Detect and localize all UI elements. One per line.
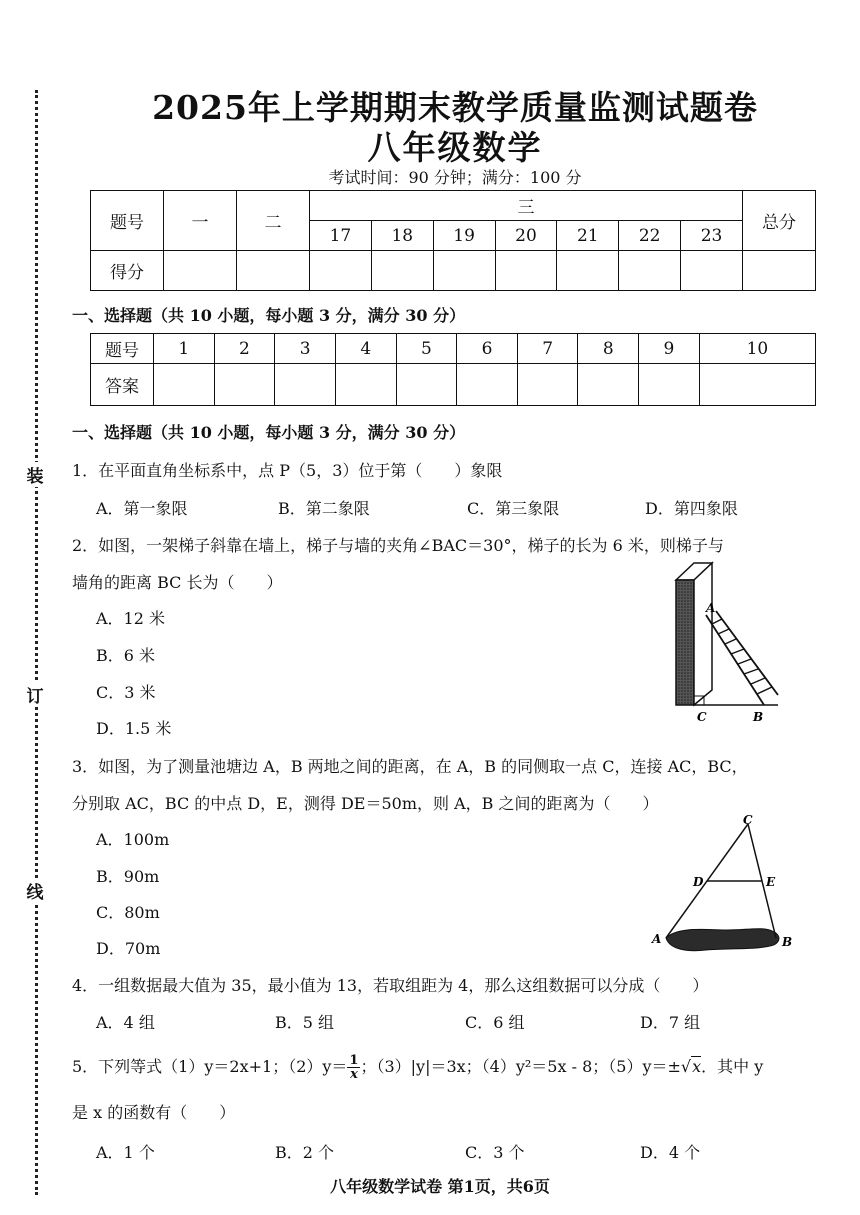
answer-num: 5 [396,334,457,364]
q5-text-part1: 5．下列等式（1）y＝2x+1；（2）y＝ [72,1057,348,1076]
answer-cell-empty [639,364,700,406]
score-subcol: 23 [681,221,743,251]
q2-option-a: A．12 米 [96,609,166,628]
q2-option-d: D．1.5 米 [96,719,172,738]
score-subcol: 19 [433,221,495,251]
ladder-wall-figure [660,555,790,725]
answer-table [90,333,816,406]
binding-char-zhuang: 装 [24,462,46,487]
score-cell-empty [164,251,237,291]
question-2-line1: 2．如图，一架梯子斜靠在墙上，梯子与墙的夹角∠BAC＝30°，梯子的长为 6 米，则梯子与 [72,536,724,555]
question-3-line1: 3．如图，为了测量池塘边 A，B 两地之间的距离，在 A，B 的同侧取一点 C，连接 AC，BC， [72,757,748,776]
q4-option-b: B．5 组 [275,1013,335,1032]
q5-text-part2: ；（3）|y|＝3x；（4）y²＝5x - 8；（5）y＝± [360,1057,681,1076]
answer-label: 答案 [91,364,154,406]
sqrt-icon: √ [680,1057,692,1076]
answer-cell-empty [275,364,336,406]
q4-option-a: A．4 组 [96,1013,155,1032]
q2-option-c: C．3 米 [96,683,156,702]
answer-cell-empty [214,364,275,406]
section-heading: 一、选择题（共 10 小题，每小题 3 分，满分 30 分） [72,306,466,325]
answer-cell-empty [517,364,578,406]
score-cell-empty [619,251,681,291]
question-5-line1 [72,1054,763,1081]
answer-num: 7 [517,334,578,364]
figure-label-d: D [693,875,704,889]
score-cell-empty [557,251,619,291]
score-cell-empty [310,251,372,291]
figure-label-a: A [706,601,716,615]
exam-title: 2025年上学期期末教学质量监测试题卷 [152,88,758,127]
answer-num: 9 [639,334,700,364]
question-1-text: 1．在平面直角坐标系中，点 P（5，3）位于第（ ）象限 [72,461,503,480]
exam-info: 考试时间：90 分钟；满分：100 分 [328,168,582,187]
score-table [90,190,816,291]
score-cell-empty [495,251,557,291]
figure-label-e: E [766,875,776,889]
answer-num: 4 [335,334,396,364]
q5-option-b: B．2 个 [275,1143,335,1162]
question-4-text: 4．一组数据最大值为 35，最小值为 13，若取组距为 4，那么这组数据可以分成（ ） [72,976,709,995]
exam-subtitle: 八年级数学 [367,128,543,167]
figure-label-b: B [753,710,764,724]
binding-char-xian: 线 [24,878,46,903]
score-cell-empty [237,251,310,291]
q3-option-d: D．70m [96,939,161,958]
score-col-total: 总分 [743,191,816,251]
answer-cell-empty [578,364,639,406]
figure-label-b: B [782,935,793,949]
score-col-er: 二 [237,191,310,251]
answer-cell-empty [154,364,215,406]
score-subcol: 20 [495,221,557,251]
answer-num: 8 [578,334,639,364]
answer-num: 6 [457,334,518,364]
figure-label-a: A [652,932,662,946]
q4-option-c: C．6 组 [465,1013,525,1032]
q2-option-b: B．6 米 [96,646,156,665]
question-2-line2: 墙角的距离 BC 长为（ ） [72,573,283,592]
q5-text-part3: ．其中 y [701,1057,764,1076]
q1-option-b: B．第二象限 [278,499,370,518]
score-label-tihao: 题号 [91,191,164,251]
score-col-yi: 一 [164,191,237,251]
section-heading-repeat: 一、选择题（共 10 小题，每小题 3 分，满分 30 分） [72,423,466,442]
q5-fraction [347,1054,360,1081]
answer-cell-empty [457,364,518,406]
pond-triangle-figure [648,812,808,954]
score-subcol: 18 [371,221,433,251]
q3-option-c: C．80m [96,903,160,922]
score-label-defen: 得分 [91,251,164,291]
q3-option-b: B．90m [96,867,160,886]
question-3-line2: 分别取 AC，BC 的中点 D，E，测得 DE＝50m，则 A，B 之间的距离为（ ） [72,794,659,813]
q5-sqrt-arg: x [692,1057,702,1076]
binding-dotted-line [35,90,38,1195]
score-cell-empty [681,251,743,291]
figure-label-c: C [743,813,753,827]
score-cell-empty [371,251,433,291]
score-cell-empty [743,251,816,291]
answer-num: 10 [699,334,815,364]
q1-option-a: A．第一象限 [96,499,188,518]
score-cell-empty [433,251,495,291]
answer-num: 1 [154,334,215,364]
binding-char-ding: 订 [24,682,46,707]
q5-option-a: A．1 个 [96,1143,155,1162]
q5-option-d: D．4 个 [640,1143,701,1162]
answer-cell-empty [396,364,457,406]
figure-label-c: C [697,710,707,724]
answer-label-tihao: 题号 [91,334,154,364]
q5-frac-den: x [350,1067,358,1082]
answer-cell-empty [699,364,815,406]
question-5-line2: 是 x 的函数有（ ） [72,1103,236,1122]
q4-option-d: D．7 组 [640,1013,701,1032]
q5-option-c: C．3 个 [465,1143,525,1162]
answer-num: 2 [214,334,275,364]
score-subcol: 17 [310,221,372,251]
answer-cell-empty [335,364,396,406]
score-col-san: 三 [310,191,743,221]
score-subcol: 21 [557,221,619,251]
score-subcol: 22 [619,221,681,251]
q1-option-c: C．第三象限 [467,499,560,518]
answer-num: 3 [275,334,336,364]
q1-option-d: D．第四象限 [645,499,738,518]
q3-option-a: A．100m [96,830,170,849]
q5-frac-num: 1 [349,1053,359,1068]
page-footer: 八年级数学试卷 第1页，共6页 [330,1177,550,1196]
